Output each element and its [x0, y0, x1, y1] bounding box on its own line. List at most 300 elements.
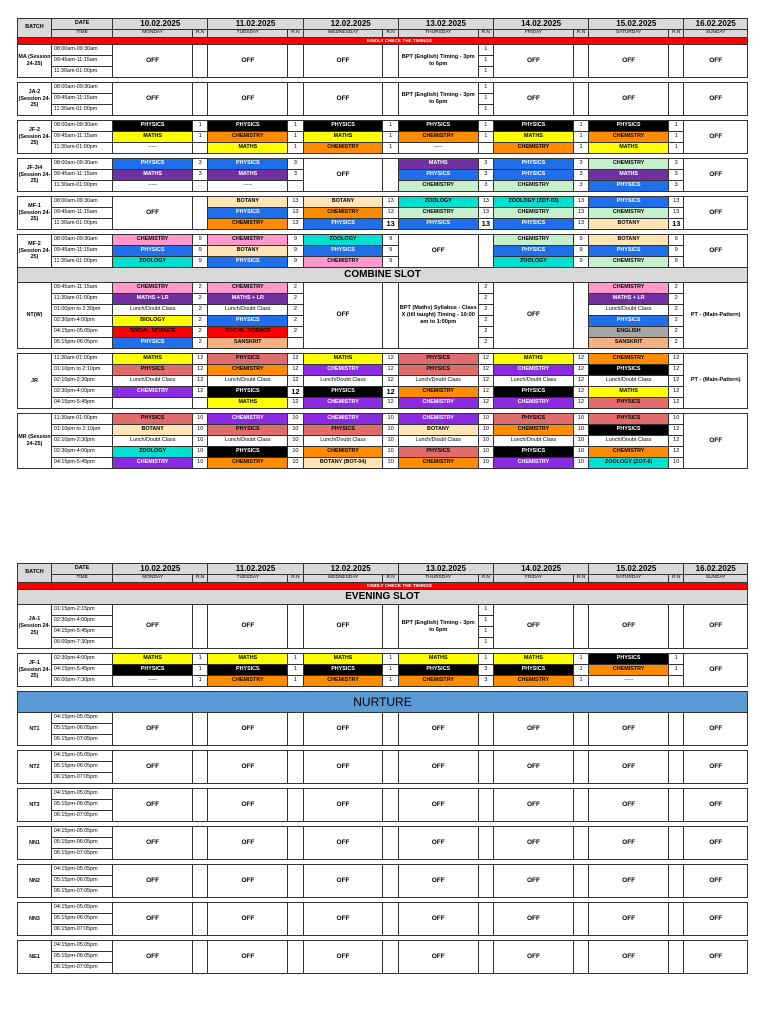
subject-cell: PHYSICS	[208, 159, 288, 170]
room-number: 9	[383, 257, 398, 268]
date-header: 13.02.2025	[398, 564, 493, 575]
room-number: 10	[193, 458, 208, 469]
room-number: 3	[193, 170, 208, 181]
room-number: 3	[478, 676, 493, 687]
room-number: 10	[288, 414, 303, 425]
off-cell: OFF	[303, 45, 383, 78]
off-cell: OFF	[589, 45, 669, 78]
room-number: 1	[573, 132, 588, 143]
time-slot: 04:15pm-05:05pm	[51, 789, 112, 800]
room-number: 1	[478, 67, 493, 78]
time-slot: 01:10pm to 2:10pm	[51, 425, 112, 436]
room-number: 12	[288, 365, 303, 376]
subject-cell: Lunch/Doubt Class	[494, 376, 574, 387]
subject-cell: CHEMISTRY	[398, 181, 478, 192]
room-number: 1	[669, 665, 684, 676]
subject-cell: MATHS	[208, 170, 288, 181]
room-number: 3	[288, 170, 303, 181]
subject-cell: CHEMISTRY	[589, 159, 669, 170]
room-number	[573, 83, 588, 116]
batch-name: MR (Session 24-25)	[18, 414, 52, 469]
notice-blank	[18, 38, 52, 45]
subject-cell: CHEMISTRY	[589, 283, 669, 294]
subject-cell: CHEMISTRY	[208, 414, 288, 425]
room-number: 1	[573, 121, 588, 132]
room-number: 13	[478, 219, 493, 230]
room-number	[478, 235, 493, 268]
room-number: 1	[288, 665, 303, 676]
subject-cell: CHEMISTRY	[208, 458, 288, 469]
subject-cell: PHYSICS	[494, 447, 574, 458]
evening-slot-heading: EVENING SLOT	[18, 590, 748, 605]
room-number	[478, 789, 493, 822]
time-slot: 08:00am-09:30am	[51, 83, 112, 94]
room-number: 12	[193, 376, 208, 387]
date-label: DATE	[51, 564, 112, 575]
subject-cell: Lunch/Doubt Class	[398, 436, 478, 447]
time-slot: 05:15pm-06:05pm	[51, 762, 112, 773]
room-number: 12	[669, 387, 684, 398]
time-slot: 05:15pm-06:05pm	[51, 952, 112, 963]
room-number: 2	[193, 338, 208, 349]
time-slot: 04:15pm-05:05pm	[51, 827, 112, 838]
off-cell: OFF	[208, 713, 288, 746]
room-number: 10	[478, 458, 493, 469]
room-number: 3	[669, 181, 684, 192]
time-slot: 05:15pm-06:05pm	[51, 338, 112, 349]
room-number: 1	[573, 676, 588, 687]
subject-cell: CHEMISTRY	[303, 676, 383, 687]
room-number: 3	[193, 159, 208, 170]
room-number	[193, 197, 208, 230]
off-cell: OFF	[684, 83, 748, 116]
subject-cell: CHEMISTRY	[208, 219, 288, 230]
off-cell: OFF	[494, 941, 574, 974]
date-header: 16.02.2025	[684, 564, 748, 575]
subject-cell: PHYSICS	[589, 365, 669, 376]
room-number	[573, 865, 588, 898]
date-header: 14.02.2025	[494, 19, 589, 30]
subject-cell: PHYSICS	[398, 121, 478, 132]
off-cell: OFF	[684, 751, 748, 784]
room-number: 1	[669, 121, 684, 132]
subject-cell: MATHS	[208, 398, 288, 409]
room-number: 13	[573, 197, 588, 208]
bpt-maths-cell: BPT (Maths) Syllabus - Class X (till taught) Timing - 10:00 am to 1:00pm	[398, 283, 478, 349]
off-cell: OFF	[494, 283, 574, 349]
batch-name: MF-1 (Session 24-25)	[18, 197, 52, 230]
subject-cell: BOTANY	[208, 197, 288, 208]
off-cell: OFF	[684, 159, 748, 192]
subject-cell: Lunch/Doubt Class	[303, 436, 383, 447]
room-number	[193, 941, 208, 974]
subject-cell: PHYSICS	[303, 121, 383, 132]
subject-cell: CHEMISTRY	[398, 387, 478, 398]
timetable-morning	[17, 18, 748, 469]
off-cell: OFF	[113, 83, 193, 116]
room-number	[669, 45, 684, 78]
subject-cell: PHYSICS	[494, 246, 574, 257]
date-header: 12.02.2025	[303, 564, 398, 575]
room-number: 12	[669, 447, 684, 458]
room-number	[288, 713, 303, 746]
off-cell: OFF	[303, 283, 383, 349]
time-slot: 04:15pm-5:45pm	[51, 458, 112, 469]
subject-cell: CHEMISTRY	[589, 665, 669, 676]
subject-cell: PHYSICS	[113, 159, 193, 170]
room-number: 13	[478, 208, 493, 219]
subject-cell: BOTANY	[303, 197, 383, 208]
room-number: 2	[669, 327, 684, 338]
room-number: 1	[478, 616, 493, 627]
room-number: 3	[478, 159, 493, 170]
room-number: 10	[193, 414, 208, 425]
subject-cell: PHYSICS	[208, 665, 288, 676]
subject-cell: CHEMISTRY	[398, 676, 478, 687]
subject-cell: CHEMISTRY	[398, 414, 478, 425]
combine-slot-heading: COMBINE SLOT	[18, 268, 748, 283]
subject-cell: MATHS	[303, 354, 383, 365]
off-cell: OFF	[113, 197, 193, 230]
room-number	[669, 827, 684, 860]
room-number: 12	[478, 387, 493, 398]
subject-cell: PHYSICS	[398, 365, 478, 376]
time-slot: 11:30am-01:00pm	[51, 219, 112, 230]
room-number	[193, 398, 208, 409]
subject-cell: Lunch/Doubt Class	[589, 376, 669, 387]
subject-cell: -----	[208, 181, 288, 192]
subject-cell: ZOOLOGY	[398, 197, 478, 208]
off-cell: OFF	[303, 941, 383, 974]
room-number: 10	[383, 414, 398, 425]
room-number	[288, 903, 303, 936]
room-number: 10	[478, 425, 493, 436]
subject-cell: CHEMISTRY	[303, 398, 383, 409]
room-number: 1	[383, 121, 398, 132]
off-cell: OFF	[589, 751, 669, 784]
room-number: 10	[573, 458, 588, 469]
batch-name: NT1	[18, 713, 52, 746]
subject-cell: CHEMISTRY	[494, 425, 574, 436]
off-cell: OFF	[208, 903, 288, 936]
room-number	[383, 751, 398, 784]
room-number: 12	[669, 354, 684, 365]
subject-cell	[113, 398, 193, 409]
room-number: 1	[383, 676, 398, 687]
subject-cell: PHYSICS	[494, 159, 574, 170]
room-number	[383, 605, 398, 649]
off-cell: OFF	[398, 827, 478, 860]
subject-cell: MATHS	[398, 159, 478, 170]
room-number: 13	[669, 219, 684, 230]
room-number: 13	[573, 208, 588, 219]
off-cell: OFF	[303, 827, 383, 860]
subject-cell: ZOOLOGY	[494, 257, 574, 268]
time-slot: 08:00am-09:30am	[51, 197, 112, 208]
off-cell: OFF	[684, 414, 748, 469]
room-number: 1	[193, 665, 208, 676]
time-slot: 11:30am-01:00pm	[51, 181, 112, 192]
room-number: 12	[573, 354, 588, 365]
day-header: WEDNESDAY	[303, 30, 383, 38]
time-slot: 09:45am-11:15am	[51, 283, 112, 294]
room-number: 12	[478, 376, 493, 387]
batch-name: NE1	[18, 941, 52, 974]
subject-cell: BOTANY	[589, 219, 669, 230]
room-number	[193, 789, 208, 822]
room-number: 2	[478, 327, 493, 338]
subject-cell: PHYSICS	[494, 665, 574, 676]
time-slot: 05:15pm-06:05pm	[51, 914, 112, 925]
subject-cell: PHYSICS	[303, 387, 383, 398]
time-slot: 09:45am-11:15am	[51, 170, 112, 181]
off-cell: OFF	[684, 197, 748, 230]
notice-blank	[18, 583, 52, 590]
room-number: 1	[669, 654, 684, 665]
subject-cell: CHEMISTRY	[589, 132, 669, 143]
room-number: 9	[288, 235, 303, 246]
room-number: 1	[478, 94, 493, 105]
time-slot: 08:00am-09:30am	[51, 45, 112, 56]
subject-cell: SANSKRIT	[208, 338, 288, 349]
room-number: 1	[478, 627, 493, 638]
room-number: 10	[573, 425, 588, 436]
off-cell: OFF	[303, 903, 383, 936]
room-number: 9	[193, 257, 208, 268]
off-cell: OFF	[208, 941, 288, 974]
room-number	[669, 605, 684, 649]
subject-cell: PHYSICS	[113, 665, 193, 676]
room-number: 1	[478, 132, 493, 143]
room-number: 13	[383, 197, 398, 208]
batch-name: NT3	[18, 789, 52, 822]
room-number: 10	[288, 458, 303, 469]
subject-cell: ZOOLOGY (ZOT-03)	[494, 197, 574, 208]
subject-cell: Lunch/Doubt Class	[113, 436, 193, 447]
room-number: 9	[288, 257, 303, 268]
room-number	[383, 159, 398, 192]
room-number: 10	[193, 447, 208, 458]
time-slot: 11:30am-01:00pm	[51, 354, 112, 365]
subject-cell: CHEMISTRY	[303, 257, 383, 268]
room-number	[478, 865, 493, 898]
room-number	[193, 865, 208, 898]
subject-cell: PHYSICS	[589, 654, 669, 665]
subject-cell: PHYSICS	[589, 121, 669, 132]
day-header: SUNDAY	[684, 575, 748, 583]
subject-cell: PHYSICS	[208, 425, 288, 436]
room-number: 10	[383, 425, 398, 436]
subject-cell: ZOOLOGY	[113, 447, 193, 458]
off-cell: OFF	[494, 713, 574, 746]
room-number: 3	[288, 159, 303, 170]
room-number: 2	[478, 338, 493, 349]
subject-cell: CHEMISTRY	[494, 181, 574, 192]
batch-name: JA-2 (Session 24-25)	[18, 83, 52, 116]
off-cell: OFF	[589, 865, 669, 898]
subject-cell: MATHS	[208, 143, 288, 154]
time-slot: 06:15pm-07:05pm	[51, 811, 112, 822]
subject-cell: CHEMISTRY	[113, 283, 193, 294]
subject-cell: PHYSICS	[113, 414, 193, 425]
off-cell: OFF	[684, 827, 748, 860]
subject-cell: ZOOLOGY (ZOT-6)	[589, 458, 669, 469]
off-cell: OFF	[398, 235, 478, 268]
off-cell: OFF	[684, 713, 748, 746]
subject-cell: -----	[113, 143, 193, 154]
off-cell: OFF	[208, 827, 288, 860]
subject-cell: CHEMISTRY	[494, 235, 574, 246]
room-number: 12	[478, 354, 493, 365]
off-cell: OFF	[303, 751, 383, 784]
room-number: 13	[573, 219, 588, 230]
subject-cell: MATHS	[113, 354, 193, 365]
subject-cell: CHEMISTRY	[589, 447, 669, 458]
room-number	[573, 789, 588, 822]
subject-cell: Lunch/Doubt Class	[589, 305, 669, 316]
room-number: 1	[193, 121, 208, 132]
room-number: 10	[478, 447, 493, 458]
subject-cell: BOTANY	[398, 425, 478, 436]
room-number	[193, 827, 208, 860]
subject-cell: Lunch/Doubt Class	[208, 376, 288, 387]
room-number: 12	[288, 398, 303, 409]
off-cell: OFF	[589, 827, 669, 860]
room-number: 2	[193, 305, 208, 316]
subject-cell: PHYSICS	[494, 121, 574, 132]
room-number: 9	[193, 235, 208, 246]
room-number	[383, 45, 398, 78]
time-slot: 06:15pm-07:05pm	[51, 773, 112, 784]
room-number: 12	[669, 425, 684, 436]
subject-cell: PHYSICS	[208, 354, 288, 365]
off-cell: OFF	[589, 713, 669, 746]
date-header: 11.02.2025	[208, 564, 303, 575]
subject-cell: PHYSICS	[303, 665, 383, 676]
subject-cell: MATHS	[398, 654, 478, 665]
room-number	[193, 903, 208, 936]
subject-cell: PHYSICS	[398, 170, 478, 181]
room-number: 9	[573, 235, 588, 246]
room-number: 1	[288, 132, 303, 143]
batch-header: BATCH	[18, 19, 52, 38]
time-slot: 01:10pm to 2:10pm	[51, 365, 112, 376]
room-number: 10	[478, 436, 493, 447]
subject-cell: CHEMISTRY	[589, 354, 669, 365]
off-cell: OFF	[398, 903, 478, 936]
subject-cell: CHEMISTRY	[113, 458, 193, 469]
off-cell: OFF	[303, 605, 383, 649]
room-number	[288, 83, 303, 116]
room-number: 2	[288, 294, 303, 305]
room-number: 10	[288, 425, 303, 436]
room-number: 10	[573, 447, 588, 458]
subject-cell: CHEMISTRY	[494, 398, 574, 409]
subject-cell: PHYSICS	[208, 208, 288, 219]
subject-cell: CHEMISTRY	[303, 447, 383, 458]
time-slot: 02:30pm-4:00pm	[51, 387, 112, 398]
time-slot: 04:15pm-05:05pm	[51, 327, 112, 338]
off-cell: OFF	[684, 235, 748, 268]
time-slot: 06:15pm-07:05pm	[51, 849, 112, 860]
room-number: 3	[478, 170, 493, 181]
room-number: 2	[478, 305, 493, 316]
room-number	[288, 941, 303, 974]
off-cell: OFF	[589, 83, 669, 116]
off-cell: OFF	[113, 713, 193, 746]
room-number: 10	[478, 414, 493, 425]
room-number	[193, 713, 208, 746]
room-number: 2	[288, 316, 303, 327]
off-cell: OFF	[303, 865, 383, 898]
subject-cell: -----	[398, 143, 478, 154]
room-number: 2	[288, 305, 303, 316]
subject-cell: Lunch/Doubt Class	[208, 305, 288, 316]
room-number: 2	[478, 294, 493, 305]
off-cell: OFF	[398, 941, 478, 974]
off-cell: OFF	[684, 654, 748, 687]
room-number: 13	[669, 208, 684, 219]
room-number: 10	[669, 414, 684, 425]
day-header: THURSDAY	[398, 30, 478, 38]
room-number	[193, 83, 208, 116]
room-number: 2	[193, 283, 208, 294]
room-number	[478, 751, 493, 784]
subject-cell: Lunch/Doubt Class	[113, 305, 193, 316]
off-cell: OFF	[303, 713, 383, 746]
subject-cell: CHEMISTRY	[303, 365, 383, 376]
room-number: 12	[383, 387, 398, 398]
rn-header: R.N	[478, 30, 493, 38]
room-number	[193, 143, 208, 154]
room-number	[669, 676, 684, 687]
time-slot: 02:10pm-2:30pm	[51, 436, 112, 447]
off-cell: OFF	[398, 789, 478, 822]
room-number: 1	[383, 665, 398, 676]
off-cell: OFF	[398, 865, 478, 898]
time-slot: 01:00pm to 2:30pm	[51, 305, 112, 316]
time-label: TIME	[51, 30, 112, 38]
bpt-cell: BPT (English) Timing - 3pm to 6pm	[398, 45, 478, 78]
subject-cell: MATHS	[208, 654, 288, 665]
room-number: 1	[383, 654, 398, 665]
day-header: FRIDAY	[494, 30, 574, 38]
room-number: 2	[669, 283, 684, 294]
room-number: 12	[478, 365, 493, 376]
pt-main-cell: PT - (Main-Pattern)	[684, 283, 748, 349]
room-number	[193, 751, 208, 784]
room-number: 3	[573, 159, 588, 170]
subject-cell: PHYSICS	[208, 121, 288, 132]
room-number: 13	[288, 197, 303, 208]
off-cell: OFF	[494, 827, 574, 860]
room-number: 12	[193, 387, 208, 398]
subject-cell: CHEMISTRY	[589, 208, 669, 219]
room-number: 3	[669, 170, 684, 181]
time-slot: 11:30am-01:00pm	[51, 414, 112, 425]
room-number: 2	[669, 316, 684, 327]
room-number: 2	[478, 283, 493, 294]
day-header: TUESDAY	[208, 575, 288, 583]
batch-name: JF-3/4 (Session 24-25)	[18, 159, 52, 192]
subject-cell: BIOLOGY	[113, 316, 193, 327]
batch-name: JF-2 (Session 24-25)	[18, 121, 52, 154]
room-number	[383, 865, 398, 898]
off-cell: OFF	[494, 45, 574, 78]
subject-cell: PHYSICS	[303, 425, 383, 436]
room-number	[288, 751, 303, 784]
room-number: 1	[478, 45, 493, 56]
